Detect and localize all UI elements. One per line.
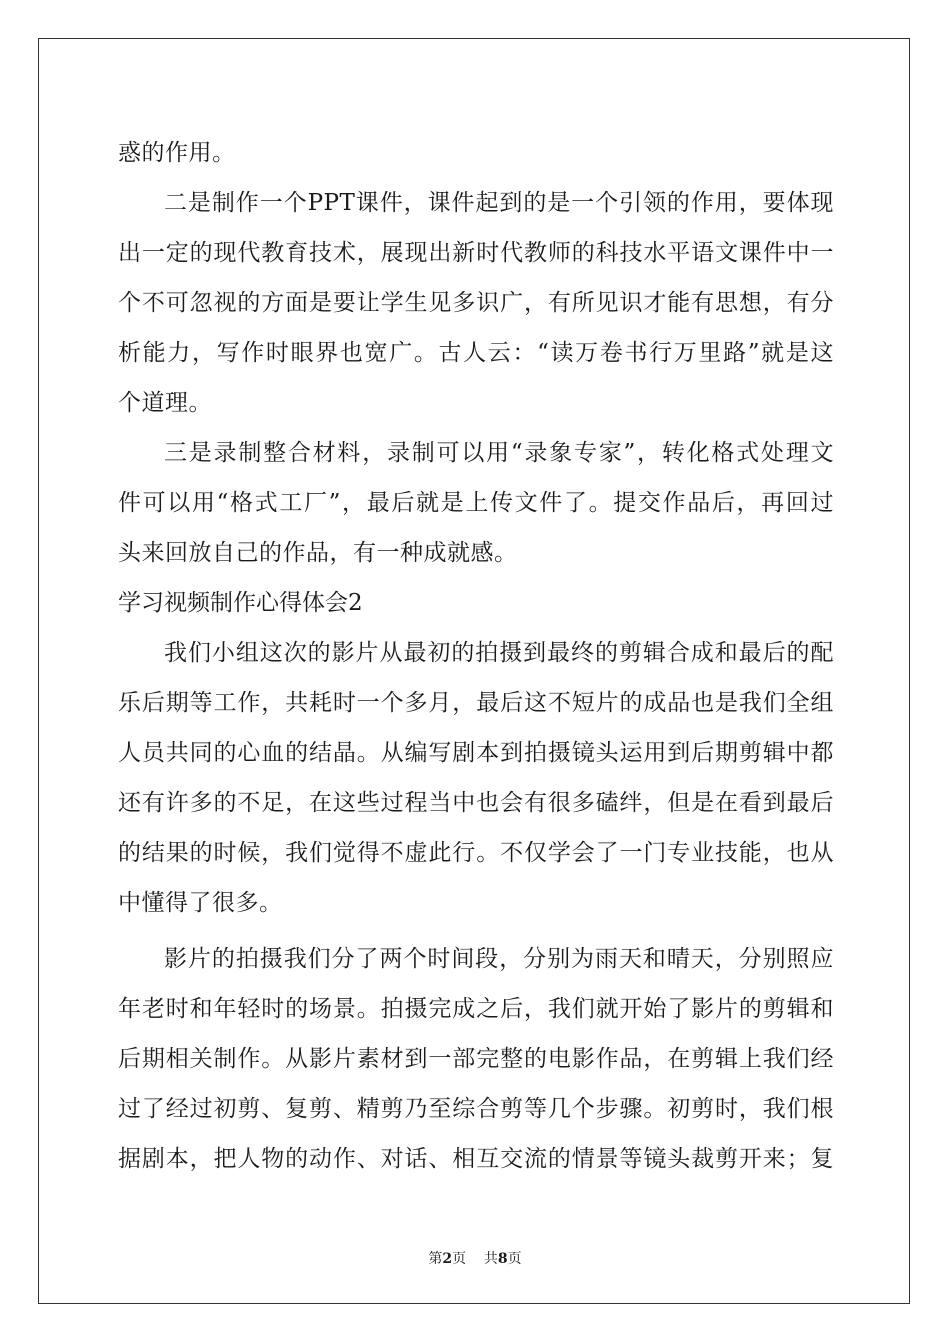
text-line: 后期相关制作。从影片素材到一部完整的电影作品，在剪辑上我们经: [118, 1046, 834, 1072]
text-line: 年老时和年轻时的场景。拍摄完成之后，我们就开始了影片的剪辑和: [118, 996, 834, 1022]
text-line: 出一定的现代教育技术，展现出新时代教师的科技水平语文课件中一: [118, 240, 834, 266]
footer-total-prefix: 共: [483, 1251, 498, 1267]
text-line: 人员共同的心血的结晶。从编写剧本到拍摄镜头运用到后期剪辑中都: [118, 740, 834, 766]
text-line: 头来回放自己的作品，有一种成就感。: [118, 540, 518, 566]
footer-prefix: 第: [428, 1251, 443, 1267]
document-body: [118, 128, 834, 1184]
paragraph: [118, 428, 834, 578]
page-footer: [0, 1248, 950, 1268]
text-line: 惑的作用。: [118, 140, 236, 166]
paragraph: [118, 628, 834, 928]
text-line: 析能力，写作时眼界也宽广。古人云：“读万卷书行万里路”就是这: [118, 340, 834, 366]
paragraph: [118, 934, 834, 1184]
footer-page-suffix: 页: [452, 1251, 467, 1267]
text-line: 过了经过初剪、复剪、精剪乃至综合剪等几个步骤。初剪时，我们根: [118, 1096, 834, 1122]
text-line: 乐后期等工作，共耗时一个多月，最后这不短片的成品也是我们全组: [118, 690, 834, 716]
text-line: 影片的拍摄我们分了两个时间段，分别为雨天和晴天，分别照应: [164, 946, 834, 972]
text-line: 的结果的时候，我们觉得不虚此行。不仅学会了一门专业技能，也从: [118, 840, 834, 866]
current-page-number: 2: [442, 1251, 453, 1267]
text-line: 我们小组这次的影片从最初的拍摄到最终的剪辑合成和最后的配: [164, 640, 834, 666]
text-line: 还有许多的不足，在这些过程当中也会有很多磕绊，但是在看到最后: [118, 790, 834, 816]
paragraph: [118, 178, 834, 428]
text-line: 中懂得了很多。: [118, 890, 283, 916]
text-line: 件可以用“格式工厂”，最后就是上传文件了。提交作品后，再回过: [118, 490, 834, 516]
paragraph: [118, 128, 834, 178]
text-line: 二是制作一个PPT课件，课件起到的是一个引领的作用，要体现: [164, 190, 834, 216]
text-line: 个道理。: [118, 390, 212, 416]
total-page-count: 8: [497, 1251, 508, 1267]
text-line: 个不可忽视的方面是要让学生见多识广，有所见识才能有思想，有分: [118, 290, 834, 316]
text-line: 三是录制整合材料，录制可以用“录象专家”，转化格式处理文: [164, 440, 834, 466]
text-line: 据剧本，把人物的动作、对话、相互交流的情景等镜头裁剪开来；复: [118, 1146, 834, 1172]
footer-total-suffix: 页: [507, 1251, 522, 1267]
section-heading: 学习视频制作心得体会2: [118, 590, 363, 616]
